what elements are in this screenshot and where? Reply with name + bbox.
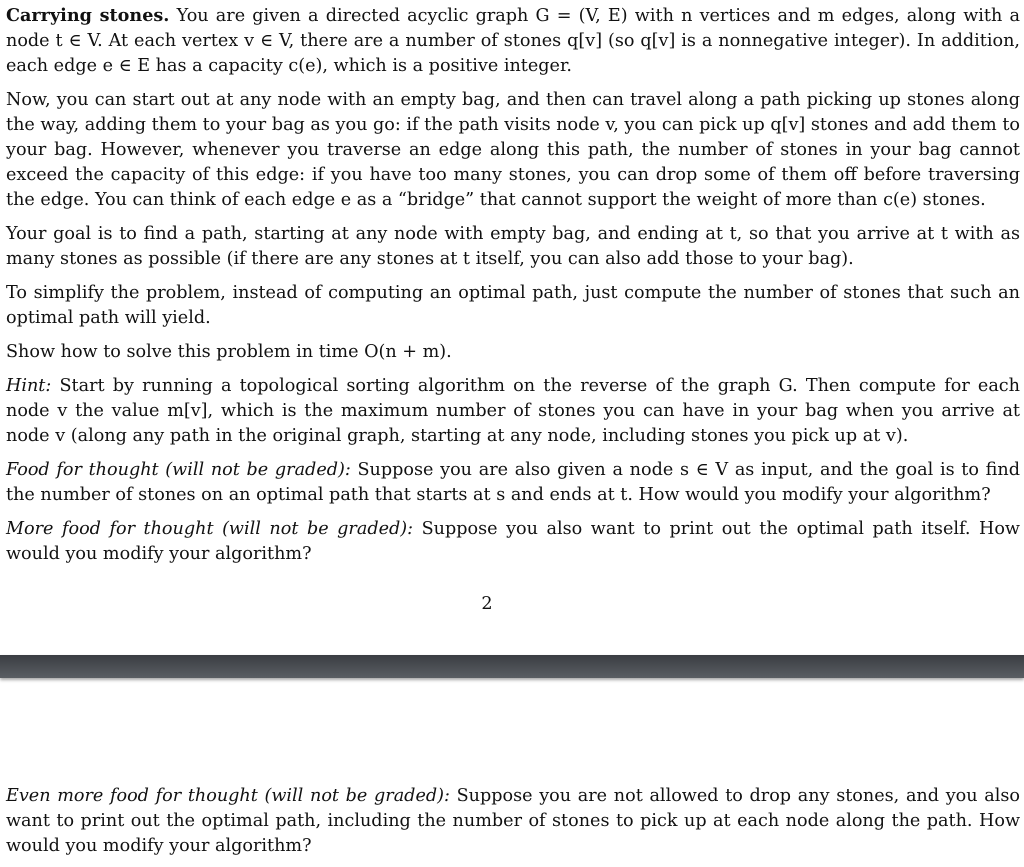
paragraph-rules: Now, you can start out at any node with an empty bag, and then can travel along a path picking up stones along the way, adding them to your bag as you go: if the path visits node v, you can pick up q[v] stones and add them to your bag. However, whenever you traverse an edge along this path, the number of stones in your bag cannot exceed the capacity of this edge: if you have too many stones, you can drop some of them off before traversing the edge. You can think of each edge e as a “bridge” that cannot support the weight of more than c(e) stones. xyxy=(6,90,1020,210)
paragraph-food-for-thought xyxy=(6,458,1020,508)
paragraph-hint xyxy=(6,374,1020,449)
page-number: 2 xyxy=(481,594,493,614)
paragraph-more-food-for-thought xyxy=(6,517,1020,567)
hint-text: Start by running a topological sorting algorithm on the reverse of the graph G. Then compute for each node v the value m[v], which is the maximum number of stones you can have in your bag when you arrive at node v (along any path in the original graph, starting at any node, including stones you pick up at v). xyxy=(6,376,1020,446)
page-separator xyxy=(0,655,1024,678)
problem-title: Carrying stones. xyxy=(6,5,170,26)
paragraph-even-more-food-for-thought xyxy=(6,784,1020,859)
page-1-content xyxy=(6,0,1020,567)
paragraph-problem-statement xyxy=(6,0,1020,79)
paragraph-simplification: To simplify the problem, instead of computing an optimal path, just compute the number of stones that such an optimal path will yield. xyxy=(6,283,1020,328)
more-food-for-thought-text: Suppose you also want to print out the optimal path itself. How would you modify your algorithm? xyxy=(6,519,1020,564)
food-for-thought-text: Suppose you are also given a node s ∈ V as input, and the goal is to find the number of stones on an optimal path that starts at s and ends at t. How would you modify your algorithm? xyxy=(6,460,1020,505)
food-for-thought-label: Food for thought (will not be graded): xyxy=(6,460,351,480)
hint-label: Hint: xyxy=(6,376,52,396)
more-food-for-thought-label: More food for thought (will not be graded): xyxy=(6,519,414,539)
problem-statement-text: You are given a directed acyclic graph G = (V, E) with n vertices and m edges, along with a node t ∈ V. At each vertex v ∈ V, there are a number of stones q[v] (so q[v] is a nonnegative integer). In addition, each edge e ∈ E has a capacity c(e), which is a positive integer. xyxy=(6,6,1020,76)
paragraph-goal: Your goal is to find a path, starting at any node with empty bag, and ending at t, so that you arrive at t with as many stones as possible (if there are any stones at t itself, you can also add those to your bag). xyxy=(6,224,1020,269)
even-more-food-for-thought-text: Suppose you are not allowed to drop any stones, and you also want to print out the optimal path, including the number of stones to pick up at each node along the path. How would you modify your algorithm? xyxy=(6,786,1020,856)
page-2-content xyxy=(6,784,1020,859)
paragraph-time-bound: Show how to solve this problem in time O(n + m). xyxy=(6,342,452,362)
even-more-food-for-thought-label: Even more food for thought (will not be graded): xyxy=(6,786,450,806)
